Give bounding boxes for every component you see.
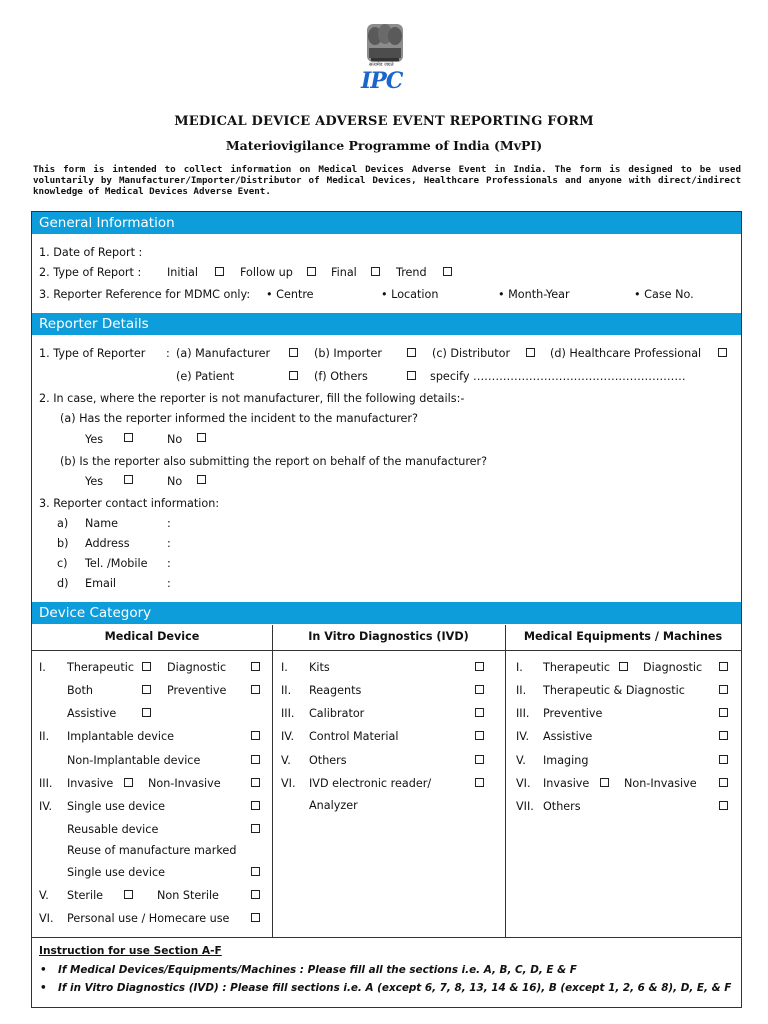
md-both-checkbox[interactable] (142, 685, 151, 694)
md-num-3: III. (39, 777, 53, 790)
md-preventive-label: Preventive (167, 684, 227, 697)
me-imaging-label: Imaging (543, 754, 589, 767)
reporter-hcp-label: (d) Healthcare Professional (550, 347, 702, 360)
reporter-importer-checkbox[interactable] (407, 348, 416, 357)
md-non-invasive-label: Non-Invasive (148, 777, 221, 790)
ivd-others-checkbox[interactable] (475, 755, 484, 764)
contact-name-colon[interactable]: : (167, 517, 171, 530)
me-therapeutic-label: Therapeutic (543, 661, 610, 674)
reporter-reference-label: 3. Reporter Reference for MDMC only: (39, 288, 251, 301)
form-title: MEDICAL DEVICE ADVERSE EVENT REPORTING FORM (174, 114, 594, 129)
ivd-kits-label: Kits (309, 661, 330, 674)
ivd-reagents-checkbox[interactable] (475, 685, 484, 694)
reporter-others-label: (f) Others (314, 370, 368, 383)
q2b-no-label: No (167, 475, 183, 488)
reporter-distributor-checkbox[interactable] (526, 348, 535, 357)
reporter-importer-label: (b) Importer (314, 347, 382, 360)
type-of-report-label: 2. Type of Report : (39, 266, 142, 279)
q2a-no-checkbox[interactable] (197, 433, 206, 442)
me-num-7: VII. (516, 800, 534, 813)
contact-tel-colon[interactable]: : (167, 557, 171, 570)
ivd-analyzer-label: Analyzer (309, 799, 358, 812)
ivd-calibrator-checkbox[interactable] (475, 708, 484, 717)
type-trend-checkbox[interactable] (443, 267, 452, 276)
instruction-bullet-1: • (40, 964, 47, 976)
contact-tel-index: c) (57, 557, 68, 570)
me-non-invasive-label: Non-Invasive (624, 777, 697, 790)
device-bottom-divider (32, 937, 741, 938)
md-non-sterile-label: Non Sterile (157, 889, 219, 902)
q2b-label: (b) Is the reporter also submitting the report on behalf of the manufacturer? (60, 455, 488, 468)
md-num-1: I. (39, 661, 46, 674)
me-non-invasive-checkbox[interactable] (719, 778, 728, 787)
ivd-num-4: IV. (281, 730, 295, 743)
md-therapeutic-checkbox[interactable] (142, 662, 151, 671)
me-assistive-checkbox[interactable] (719, 731, 728, 740)
contact-email-colon[interactable]: : (167, 577, 171, 590)
md-invasive-checkbox[interactable] (124, 778, 133, 787)
md-non-implantable-checkbox[interactable] (251, 755, 260, 764)
ivd-num-1: I. (281, 661, 288, 674)
device-col-divider-2 (505, 625, 506, 937)
me-imaging-checkbox[interactable] (719, 755, 728, 764)
q2a-yes-checkbox[interactable] (124, 433, 133, 442)
md-num-2: II. (39, 730, 50, 743)
contact-name-label: Name (85, 517, 119, 530)
ivd-calibrator-label: Calibrator (309, 707, 365, 720)
intro-text: This form is intended to collect information on Medical Devices Adverse Event in India. The form is designed to be used voluntarily by Manufacturer/Importer/Distributor of Medical Devices, Healthcare Professionals and anyone with direct/indirect knowledge of Medical Devices Adverse Event. (33, 164, 741, 197)
md-implantable-label: Implantable device (67, 730, 174, 743)
instruction-bullet-2: • (40, 982, 47, 994)
ivd-control-label: Control Material (309, 730, 399, 743)
ref-location[interactable]: • Location (381, 288, 439, 301)
me-invasive-label: Invasive (543, 777, 590, 790)
q2a-no-label: No (167, 433, 183, 446)
q2b-no-checkbox[interactable] (197, 475, 206, 484)
ivd-reader-checkbox[interactable] (475, 778, 484, 787)
q2b-yes-checkbox[interactable] (124, 475, 133, 484)
type-final-checkbox[interactable] (371, 267, 380, 276)
md-non-implantable-label: Non-Implantable device (67, 754, 201, 767)
type-final-label: Final (331, 266, 357, 279)
contact-tel-label: Tel. /Mobile (85, 557, 148, 570)
device-header-divider (32, 650, 741, 651)
contact-address-label: Address (85, 537, 130, 550)
instruction-title: Instruction for use Section A-F (39, 945, 222, 957)
logo-motto: सत्यमेव जयते (369, 62, 394, 68)
col-medical-device: Medical Device (104, 630, 200, 643)
me-others-checkbox[interactable] (719, 801, 728, 810)
reporter-specify-field[interactable]: specify ………………………………………………… (430, 370, 686, 383)
me-invasive-checkbox[interactable] (600, 778, 609, 787)
md-implantable-checkbox[interactable] (251, 731, 260, 740)
ivd-num-2: II. (281, 684, 292, 697)
md-assistive-checkbox[interactable] (142, 708, 151, 717)
ivd-others-label: Others (309, 754, 347, 767)
q2-label: 2. In case, where the reporter is not manufacturer, fill the following details:- (39, 392, 465, 405)
md-single-use-label: Single use device (67, 800, 166, 813)
reporter-hcp-checkbox[interactable] (718, 348, 727, 357)
ref-month-year[interactable]: • Month-Year (498, 288, 570, 301)
ipc-logo (355, 22, 415, 98)
md-non-sterile-checkbox[interactable] (251, 890, 260, 899)
q2a-yes-label: Yes (85, 433, 104, 446)
md-invasive-label: Invasive (67, 777, 114, 790)
md-reuse-single-label: Single use device (67, 866, 166, 879)
reporter-header: Reporter Details (32, 313, 741, 335)
me-preventive-label: Preventive (543, 707, 603, 720)
me-num-3: III. (516, 707, 530, 720)
md-reuse-marked-label: Reuse of manufacture marked (67, 844, 237, 857)
device-col-divider-1 (272, 625, 273, 937)
reporter-manufacturer-checkbox[interactable] (289, 348, 298, 357)
reporter-patient-label: (e) Patient (176, 370, 235, 383)
ivd-reagents-label: Reagents (309, 684, 362, 697)
instruction-item-1: If Medical Devices/Equipments/Machines : Please fill all the sections i.e. A, B, C, D, E & F (58, 964, 577, 976)
date-of-report-label: 1. Date of Report : (39, 246, 143, 259)
me-diagnostic-checkbox[interactable] (719, 662, 728, 671)
q2b-yes-label: Yes (85, 475, 104, 488)
type-initial-checkbox[interactable] (215, 267, 224, 276)
md-sterile-checkbox[interactable] (124, 890, 133, 899)
contact-email-label: Email (85, 577, 117, 590)
md-preventive-checkbox[interactable] (251, 685, 260, 694)
me-preventive-checkbox[interactable] (719, 708, 728, 717)
device-header: Device Category (32, 602, 741, 624)
instruction-item-2: If in Vitro Diagnostics (IVD) : Please fill sections i.e. A (except 6, 7, 8, 13, 14 & 16), B (except 1, 2, 6 & 8), D, E, & F (58, 982, 732, 994)
md-num-6: VI. (39, 912, 54, 925)
ivd-kits-checkbox[interactable] (475, 662, 484, 671)
md-assistive-label: Assistive (67, 707, 117, 720)
me-ther-diag-label: Therapeutic & Diagnostic (543, 684, 685, 697)
ivd-num-6: VI. (281, 777, 296, 790)
md-diagnostic-checkbox[interactable] (251, 662, 260, 671)
type-of-reporter-label: 1. Type of Reporter (39, 347, 146, 360)
me-num-1: I. (516, 661, 523, 674)
reporter-others-checkbox[interactable] (407, 371, 416, 380)
md-single-use-checkbox[interactable] (251, 801, 260, 810)
logo-letters: IPC (361, 68, 403, 94)
reporter-manufacturer-label: (a) Manufacturer (176, 347, 271, 360)
contact-address-colon[interactable]: : (167, 537, 171, 550)
me-therapeutic-checkbox[interactable] (619, 662, 628, 671)
md-therapeutic-label: Therapeutic (67, 661, 134, 674)
me-others-label: Others (543, 800, 581, 813)
me-num-2: II. (516, 684, 527, 697)
md-reusable-checkbox[interactable] (251, 824, 260, 833)
reporter-patient-checkbox[interactable] (289, 371, 298, 380)
ivd-control-checkbox[interactable] (475, 731, 484, 740)
q2a-label: (a) Has the reporter informed the incident to the manufacturer? (60, 412, 418, 425)
col-medical-equipment: Medical Equipments / Machines (523, 630, 723, 643)
me-num-6: VI. (516, 777, 531, 790)
ref-centre[interactable]: • Centre (266, 288, 314, 301)
md-personal-use-label: Personal use / Homecare use (67, 912, 230, 925)
general-header: General Information (32, 212, 741, 234)
md-both-label: Both (67, 684, 93, 697)
md-num-4: IV. (39, 800, 53, 813)
form-subtitle: Materiovigilance Programme of India (MvPI) (225, 138, 543, 153)
ivd-num-5: V. (281, 754, 291, 767)
q3-label: 3. Reporter contact information: (39, 497, 220, 510)
type-followup-checkbox[interactable] (307, 267, 316, 276)
md-diagnostic-label: Diagnostic (167, 661, 227, 674)
md-reusable-label: Reusable device (67, 823, 159, 836)
md-sterile-label: Sterile (67, 889, 104, 902)
col-ivd: In Vitro Diagnostics (IVD) (308, 630, 469, 643)
md-personal-use-checkbox[interactable] (251, 913, 260, 922)
me-ther-diag-checkbox[interactable] (719, 685, 728, 694)
type-followup-label: Follow up (240, 266, 293, 279)
reporter-distributor-label: (c) Distributor (432, 347, 511, 360)
contact-name-index: a) (57, 517, 69, 530)
type-of-reporter-colon: : (166, 347, 170, 360)
type-initial-label: Initial (167, 266, 198, 279)
ivd-reader-label: IVD electronic reader/ (309, 777, 432, 790)
ref-case-no[interactable]: • Case No. (634, 288, 694, 301)
md-num-5: V. (39, 889, 49, 902)
me-diagnostic-label: Diagnostic (643, 661, 703, 674)
contact-address-index: b) (57, 537, 69, 550)
me-num-4: IV. (516, 730, 530, 743)
contact-email-index: d) (57, 577, 69, 590)
me-assistive-label: Assistive (543, 730, 593, 743)
md-non-invasive-checkbox[interactable] (251, 778, 260, 787)
type-trend-label: Trend (396, 266, 427, 279)
me-num-5: V. (516, 754, 526, 767)
md-reuse-single-checkbox[interactable] (251, 867, 260, 876)
ivd-num-3: III. (281, 707, 295, 720)
